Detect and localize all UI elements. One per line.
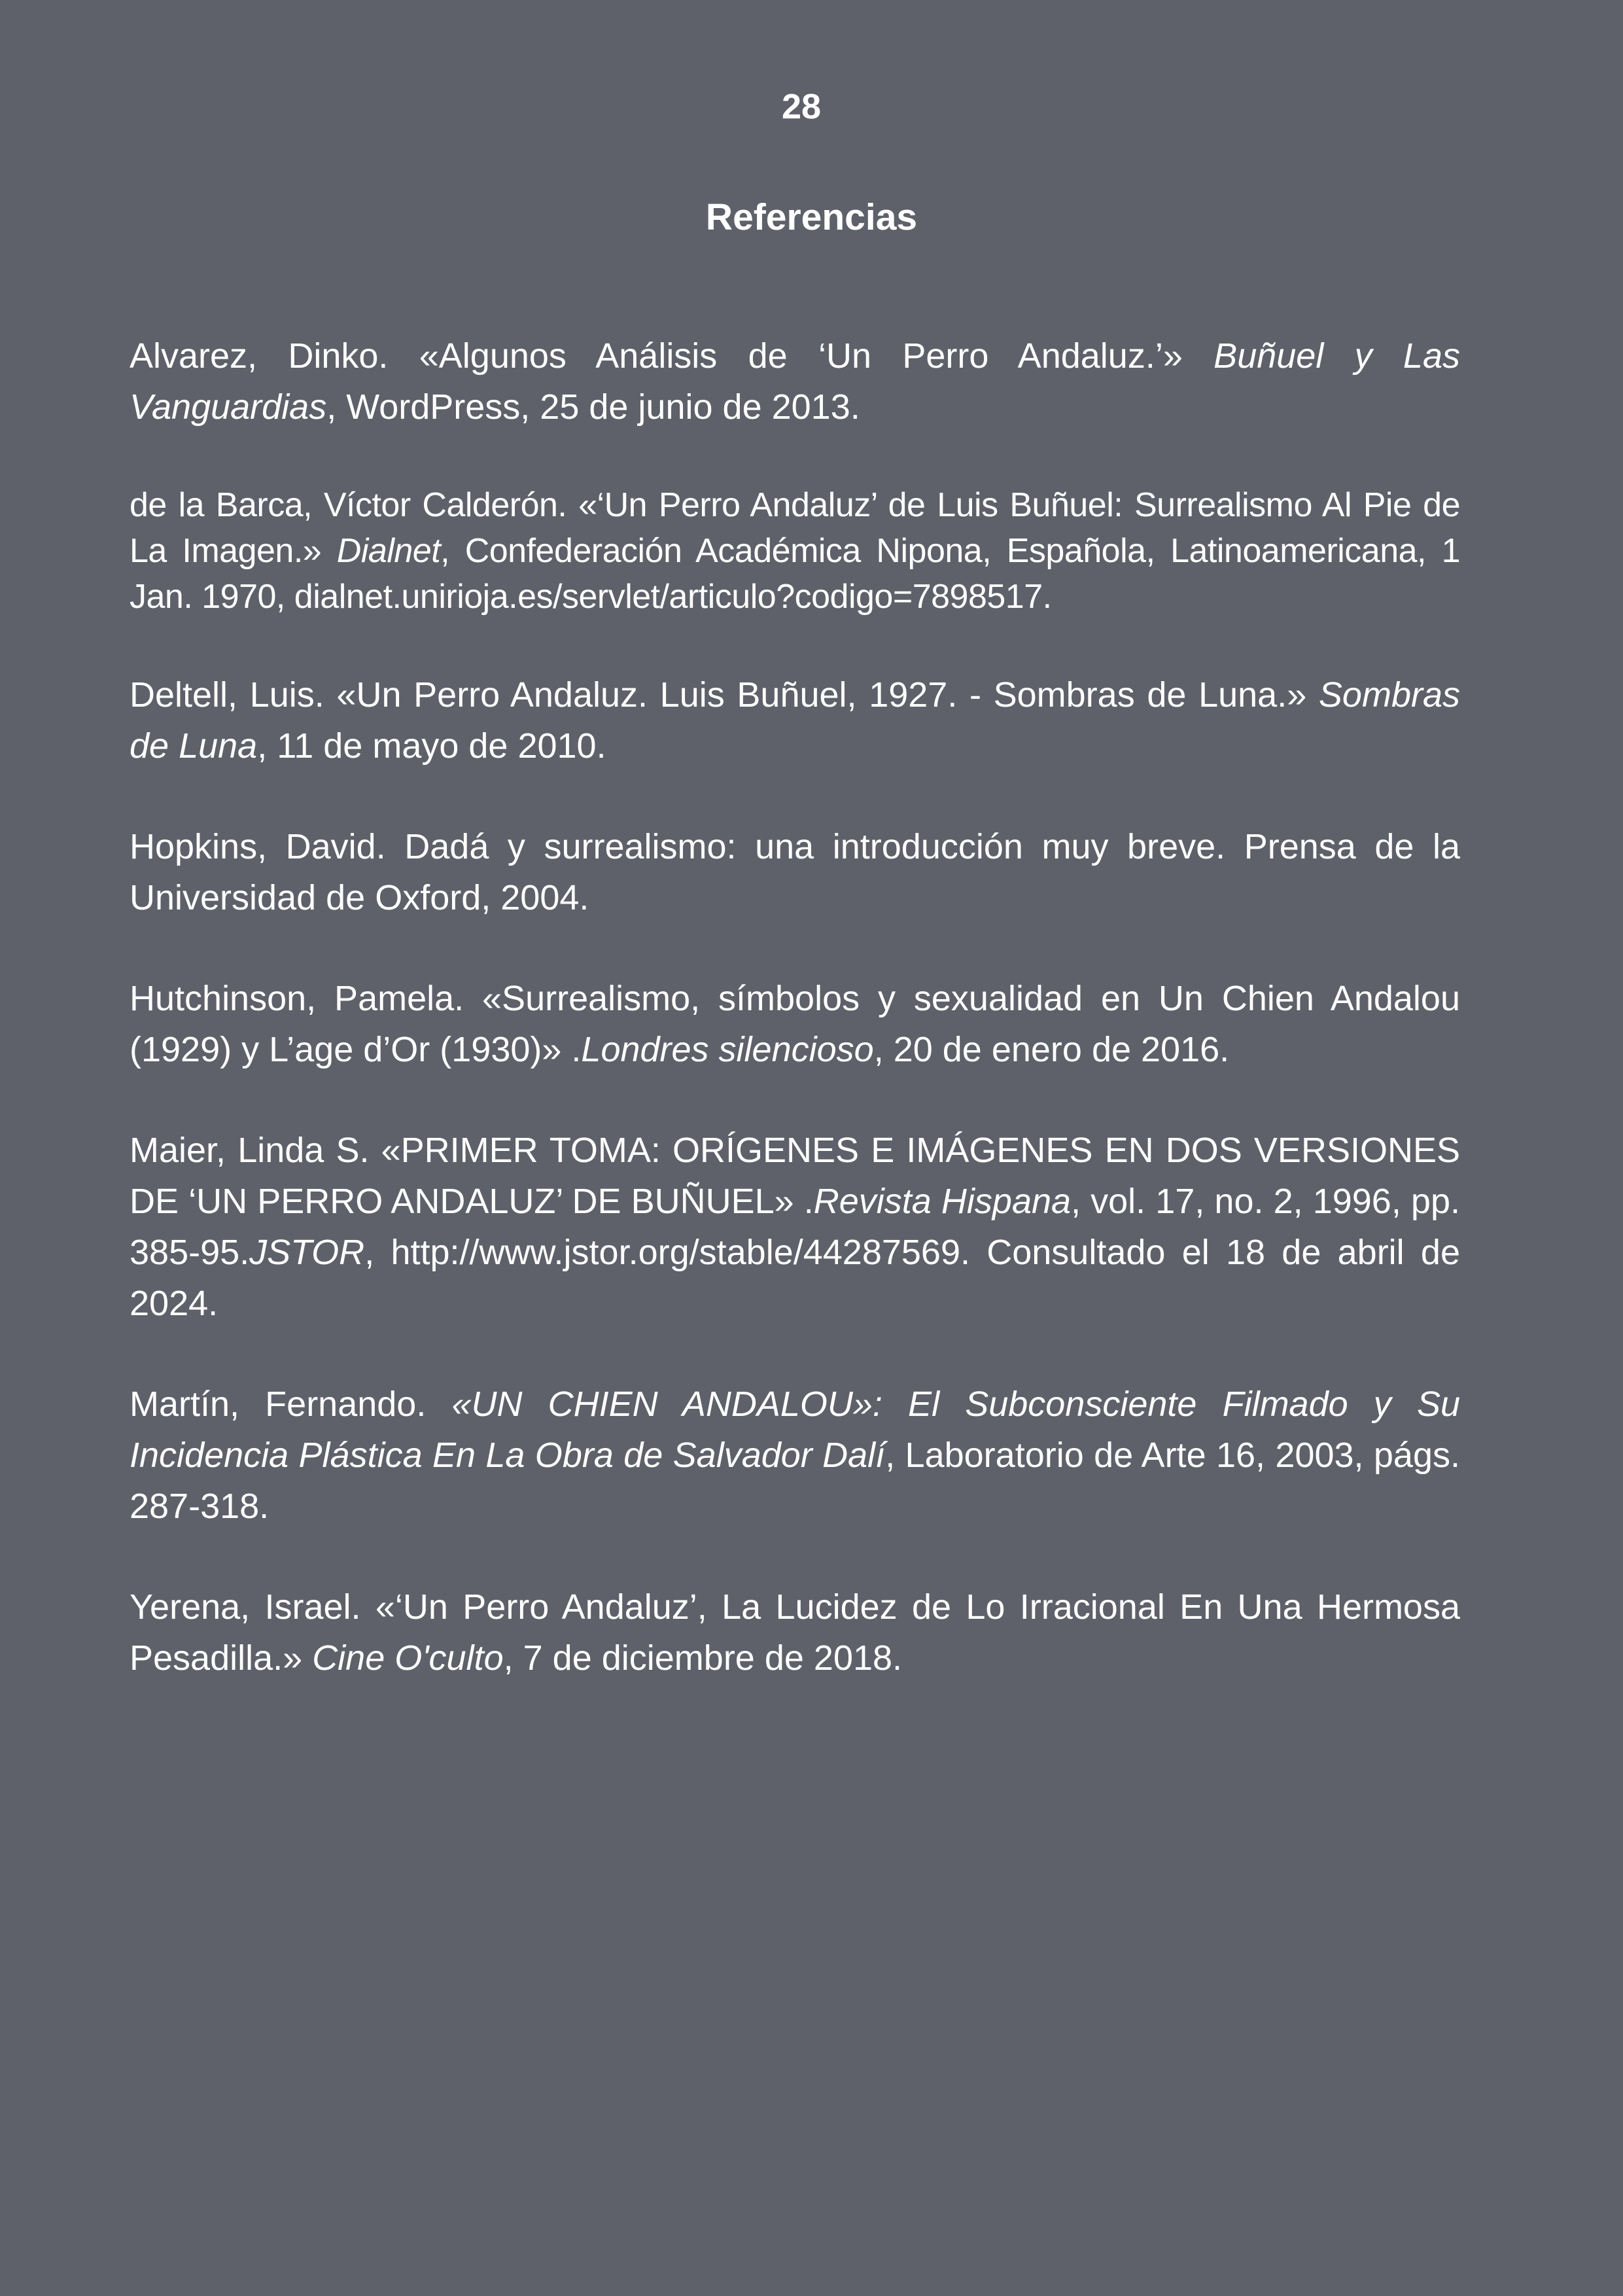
reference-entry-hutchinson <box>130 973 1460 1075</box>
reference-text: , Confederación Académica Nipona, Española, Latinoamericana, 1 Jan. 1970, dialnet.unirioja.es/servlet/articulo?codigo=7898517. <box>130 532 1460 616</box>
reference-text: Deltell, Luis. «Un Perro Andaluz. Luis Buñuel, 1927. - Sombras de Luna.» <box>130 675 1319 715</box>
reference-text: Martín, Fernando. <box>130 1385 452 1424</box>
reference-entry-deltell <box>130 669 1460 771</box>
references-heading: Referencias <box>705 196 918 238</box>
reference-text: , 20 de enero de 2016. <box>873 1030 1230 1069</box>
reference-entry-yerena <box>130 1581 1460 1684</box>
reference-text: Yerena, Israel. «‘Un Perro Andaluz’, La Lucidez de Lo Irracional En Una Hermosa Pesadilla.» <box>130 1587 1460 1678</box>
reference-italic-title: Dialnet <box>336 532 441 570</box>
reference-italic-title: Londres silencioso <box>581 1030 874 1069</box>
reference-entry-hopkins <box>130 821 1460 923</box>
reference-italic-title: JSTOR <box>249 1233 365 1272</box>
reference-text: , WordPress, 25 de junio de 2013. <box>326 387 860 427</box>
reference-italic-title: Buñuel y Las Vanguardias <box>130 336 1460 427</box>
reference-entry-martin <box>130 1379 1460 1532</box>
reference-text: de la Barca, Víctor Calderón. «‘Un Perro Andaluz’ de Luis Buñuel: Surrealismo Al Pie de La Imagen.» <box>130 486 1460 570</box>
reference-text: , 11 de mayo de 2010. <box>257 726 606 766</box>
reference-italic-title: «UN CHIEN ANDALOU»: El Subconsciente Filmado y Su Incidencia Plástica En La Obra de Salvador Dalí <box>130 1385 1460 1475</box>
reference-text: , Laboratorio de Arte 16, 2003, págs. 287-318. <box>130 1436 1460 1526</box>
reference-text: , 7 de diciembre de 2018. <box>503 1638 903 1678</box>
page-number: 28 <box>781 87 822 126</box>
reference-text: Maier, Linda S. «PRIMER TOMA: ORÍGENES E IMÁGENES EN DOS VERSIONES DE ‘UN PERRO ANDALUZ’ DE BUÑUEL» . <box>130 1131 1460 1221</box>
reference-entry-alvarez <box>130 330 1460 433</box>
reference-text: Alvarez, Dinko. «Algunos Análisis de ‘Un Perro Andaluz.’» <box>130 336 1214 376</box>
reference-italic-title: Revista Hispana <box>813 1182 1072 1221</box>
reference-text: , http://www.jstor.org/stable/44287569. Consultado el 18 de abril de 2024. <box>130 1233 1460 1323</box>
reference-text: , vol. 17, no. 2, 1996, pp. 385-95. <box>130 1182 1461 1272</box>
reference-entry-de-la-barca <box>130 482 1460 620</box>
reference-text: Hopkins, David. Dadá y surrealismo: una introducción muy breve. Prensa de la Universidad de Oxford, 2004. <box>130 827 1460 917</box>
reference-text: Hutchinson, Pamela. «Surrealismo, símbolos y sexualidad en Un Chien Andalou (1929) y L’age d’Or (1930)» . <box>130 979 1460 1069</box>
reference-italic-title: Sombras de Luna <box>130 675 1460 766</box>
references-list <box>130 330 1460 1733</box>
reference-entry-maier <box>130 1125 1460 1329</box>
reference-italic-title: Cine O'culto <box>312 1638 504 1678</box>
